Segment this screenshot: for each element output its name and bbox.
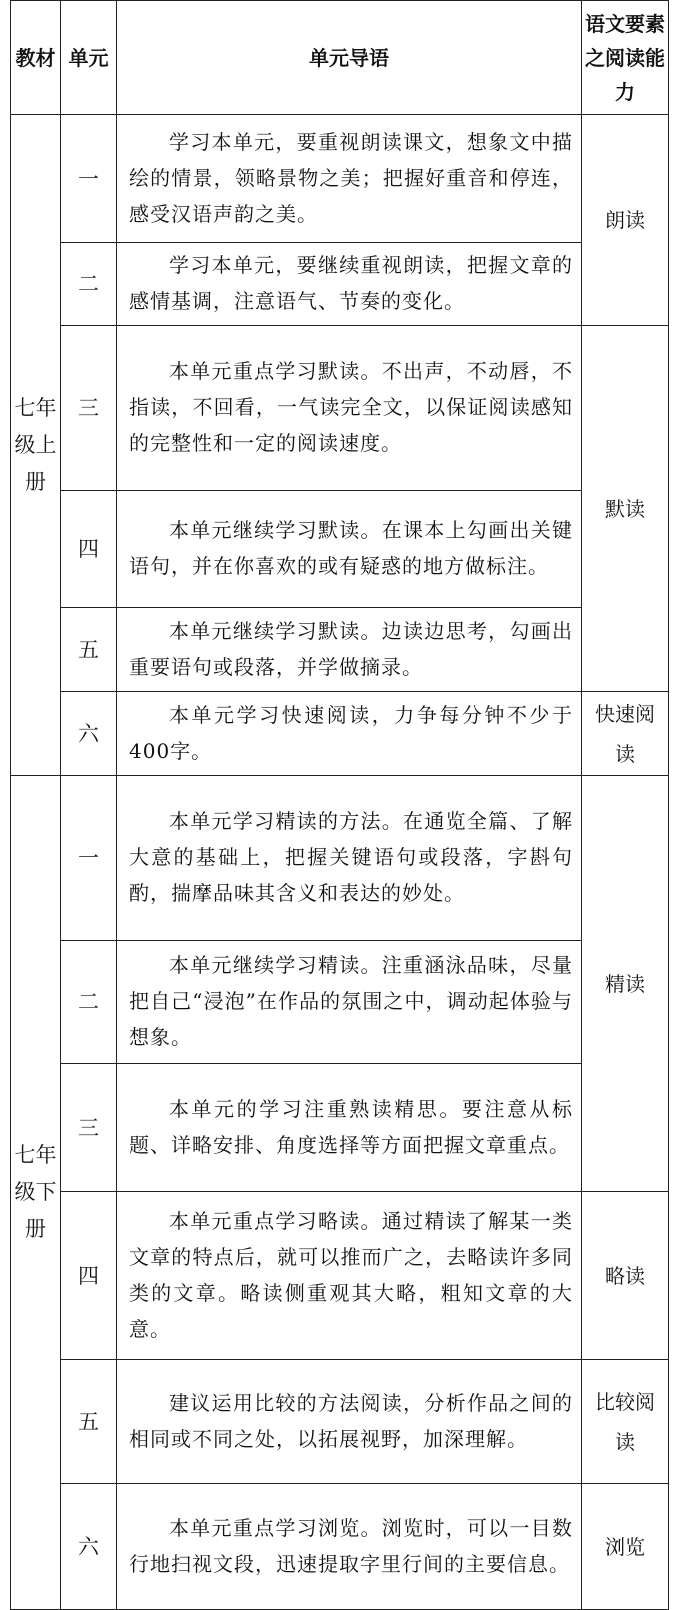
ability-cell: 快速阅读 — [582, 692, 669, 776]
unit-intro-cell: 本单元重点学习浏览。浏览时，可以一目数行地扫视文段，迅速提取字里行间的主要信息。 — [117, 1484, 582, 1610]
unit-intro-cell: 建议运用比较的方法阅读，分析作品之间的相同或不同之处，以拓展视野，加深理解。 — [117, 1360, 582, 1484]
header-unit: 单元 — [61, 1, 117, 115]
unit-intro-cell: 本单元继续学习精读。注重涵泳品味，尽量把自己“浸泡”在作品的氛围之中，调动起体验与想象。 — [117, 941, 582, 1064]
unit-intro-cell: 本单元继续学习默读。在课本上勾画出关键语句，并在你喜欢的或有疑惑的地方做标注。 — [117, 491, 582, 608]
unit-intro-cell: 本单元继续学习默读。边读边思考，勾画出重要语句或段落，并学做摘录。 — [117, 608, 582, 692]
table-row — [11, 692, 669, 776]
header-intro: 单元导语 — [117, 1, 582, 115]
table-row — [11, 608, 669, 692]
ability-cell: 默读 — [582, 326, 669, 692]
table-row — [11, 115, 669, 243]
unit-intro-cell: 本单元学习精读的方法。在通览全篇、了解大意的基础上，把握关键语句或段落，字斟句酌，揣摩品味其含义和表达的妙处。 — [117, 776, 582, 941]
unit-cell: 五 — [61, 608, 117, 692]
ability-cell: 略读 — [582, 1192, 669, 1360]
unit-intro-cell: 本单元重点学习默读。不出声，不动唇，不指读，不回看，一气读完全文，以保证阅读感知的完整性和一定的阅读速度。 — [117, 326, 582, 491]
table-row — [11, 243, 669, 326]
table-row — [11, 1484, 669, 1610]
ability-cell: 朗读 — [582, 115, 669, 326]
book-name-grade7-vol2: 七年级下册 — [11, 776, 61, 1610]
unit-intro-cell: 本单元重点学习略读。通过精读了解某一类文章的特点后，就可以推而广之，去略读许多同类的文章。略读侧重观其大略，粗知文章的大意。 — [117, 1192, 582, 1360]
unit-intro-cell: 学习本单元，要继续重视朗读，把握文章的感情基调，注意语气、节奏的变化。 — [117, 243, 582, 326]
unit-cell: 五 — [61, 1360, 117, 1484]
book-name-grade7-vol1: 七年级上册 — [11, 115, 61, 776]
unit-cell: 三 — [61, 326, 117, 491]
unit-cell: 二 — [61, 941, 117, 1064]
unit-intro-cell: 本单元的学习注重熟读精思。要注意从标题、详略安排、角度选择等方面把握文章重点。 — [117, 1064, 582, 1192]
unit-cell: 一 — [61, 115, 117, 243]
unit-cell: 六 — [61, 692, 117, 776]
header-book: 教材 — [11, 1, 61, 115]
ability-cell: 精读 — [582, 776, 669, 1192]
table-row — [11, 326, 669, 491]
unit-cell: 二 — [61, 243, 117, 326]
unit-cell: 一 — [61, 776, 117, 941]
unit-cell: 三 — [61, 1064, 117, 1192]
table-row — [11, 1192, 669, 1360]
ability-cell: 比较阅读 — [582, 1360, 669, 1484]
table-row — [11, 491, 669, 608]
table-header-row — [11, 1, 669, 115]
table-row — [11, 776, 669, 941]
table-row — [11, 1064, 669, 1192]
unit-intro-cell: 本单元学习快速阅读，力争每分钟不少于400字。 — [117, 692, 582, 776]
table-row — [11, 1360, 669, 1484]
unit-intro-cell: 学习本单元，要重视朗读课文，想象文中描绘的情景，领略景物之美；把握好重音和停连，感受汉语声韵之美。 — [117, 115, 582, 243]
reading-ability-table — [10, 0, 669, 1610]
unit-cell: 六 — [61, 1484, 117, 1610]
ability-cell: 浏览 — [582, 1484, 669, 1610]
unit-cell: 四 — [61, 491, 117, 608]
header-ability: 语文要素之阅读能力 — [582, 1, 669, 115]
table-row — [11, 941, 669, 1064]
unit-cell: 四 — [61, 1192, 117, 1360]
